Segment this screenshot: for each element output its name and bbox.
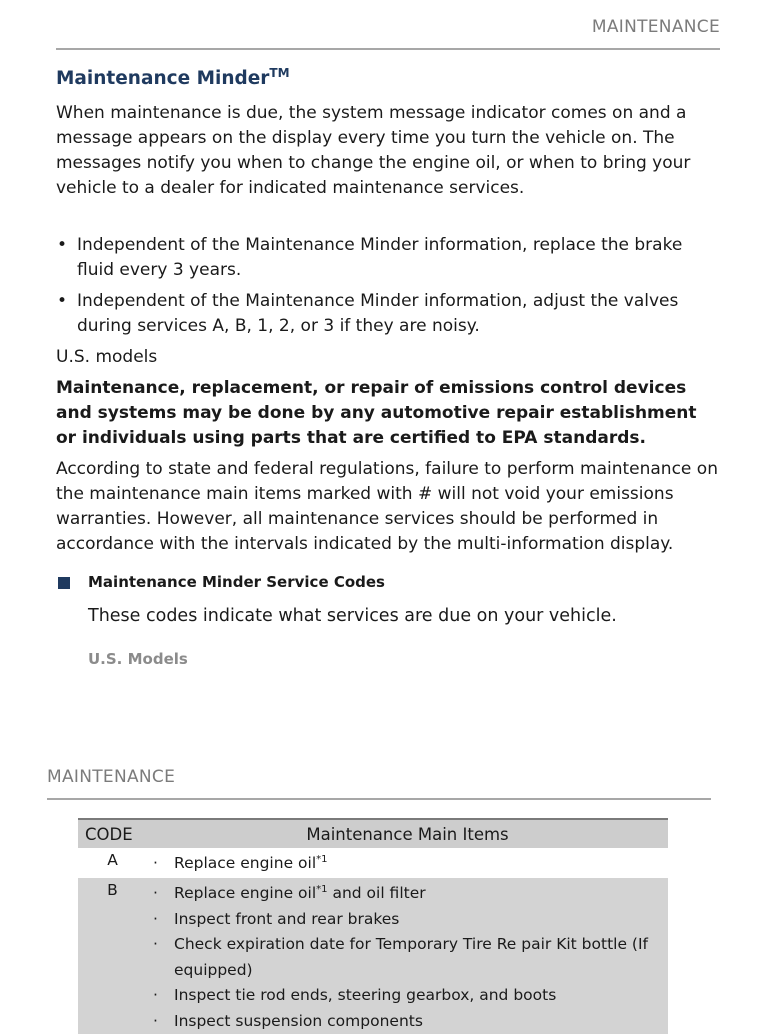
item-text: Replace engine oil <box>174 854 316 872</box>
service-codes-description: These codes indicate what services are due on your vehicle. <box>88 606 617 626</box>
emissions-note: Maintenance, replacement, or repair of emissions control devices and systems may be done by any automotive repair establishment or individuals using parts that are certified to EPA standards. <box>56 376 720 451</box>
bullet-item <box>56 233 724 283</box>
item-text: Inspect suspension components <box>174 1012 423 1030</box>
bullet-text: Independent of the Maintenance Minder information, replace the brake fluid every 3 years. <box>77 235 682 280</box>
header-label-secondary: MAINTENANCE <box>47 767 175 787</box>
header-label: MAINTENANCE <box>592 17 720 37</box>
item-bullet: · <box>153 881 158 907</box>
bullet-item <box>56 289 724 339</box>
maintenance-codes-table <box>78 818 668 1034</box>
section-title <box>56 66 290 89</box>
trademark-sup: TM <box>269 66 289 80</box>
item-text: Check expiration date for Temporary Tire Re pair Kit bottle (If equipped) <box>174 935 648 979</box>
bullet-dot: • <box>57 233 67 258</box>
item-bullet: · <box>153 983 158 1009</box>
us-models-line: U.S. models <box>56 345 720 370</box>
item-bullet: · <box>153 1009 158 1034</box>
items-cell <box>147 878 668 1034</box>
item-text: Inspect front and rear brakes <box>174 910 399 928</box>
code-cell: B <box>78 878 147 1034</box>
bullet-dot: • <box>57 289 67 314</box>
bullet-text: Independent of the Maintenance Minder information, adjust the valves during services A, B, 1, 2, or 3 if they are noisy. <box>77 291 678 336</box>
intro-paragraph: When maintenance is due, the system message indicator comes on and a message appears on the display every time you turn the vehicle on. The messages notify you when to change the engine oil, or when to bring your vehicle to a dealer for indicated maintenance services. <box>56 101 720 201</box>
list-item <box>147 907 668 933</box>
column-header-items: Maintenance Main Items <box>147 819 668 848</box>
list-item <box>147 1009 668 1034</box>
items-cell <box>147 848 668 878</box>
us-models-label: U.S. Models <box>88 650 188 668</box>
regulations-paragraph: According to state and federal regulations, failure to perform maintenance on the maintenance main items marked with # will not void your emissions warranties. However, all maintenance services should be performed in accordance with the intervals indicated by the multi-information display. <box>56 457 720 557</box>
square-bullet-icon <box>58 577 70 589</box>
item-text: Replace engine oil <box>174 884 316 902</box>
footnote-ref: *1 <box>316 884 327 895</box>
page-header <box>56 16 720 50</box>
service-codes-heading: Maintenance Minder Service Codes <box>88 573 385 591</box>
table-row <box>78 848 668 878</box>
table-header-row <box>78 819 668 848</box>
column-header-code: CODE <box>78 819 147 848</box>
table-row <box>78 878 668 1034</box>
list-item <box>147 881 668 907</box>
list-item <box>147 983 668 1009</box>
list-item <box>147 932 668 983</box>
section-title-text: Maintenance Minder <box>56 68 269 89</box>
code-cell: A <box>78 848 147 878</box>
list-item <box>147 851 668 877</box>
footnote-ref: *1 <box>316 854 327 865</box>
item-bullet: · <box>153 851 158 877</box>
item-bullet: · <box>153 907 158 933</box>
item-text-suffix: and oil filter <box>328 884 426 902</box>
page-header-secondary <box>47 766 711 800</box>
item-text: Inspect tie rod ends, steering gearbox, and boots <box>174 986 556 1004</box>
item-bullet: · <box>153 932 158 958</box>
bullet-list <box>56 233 724 345</box>
